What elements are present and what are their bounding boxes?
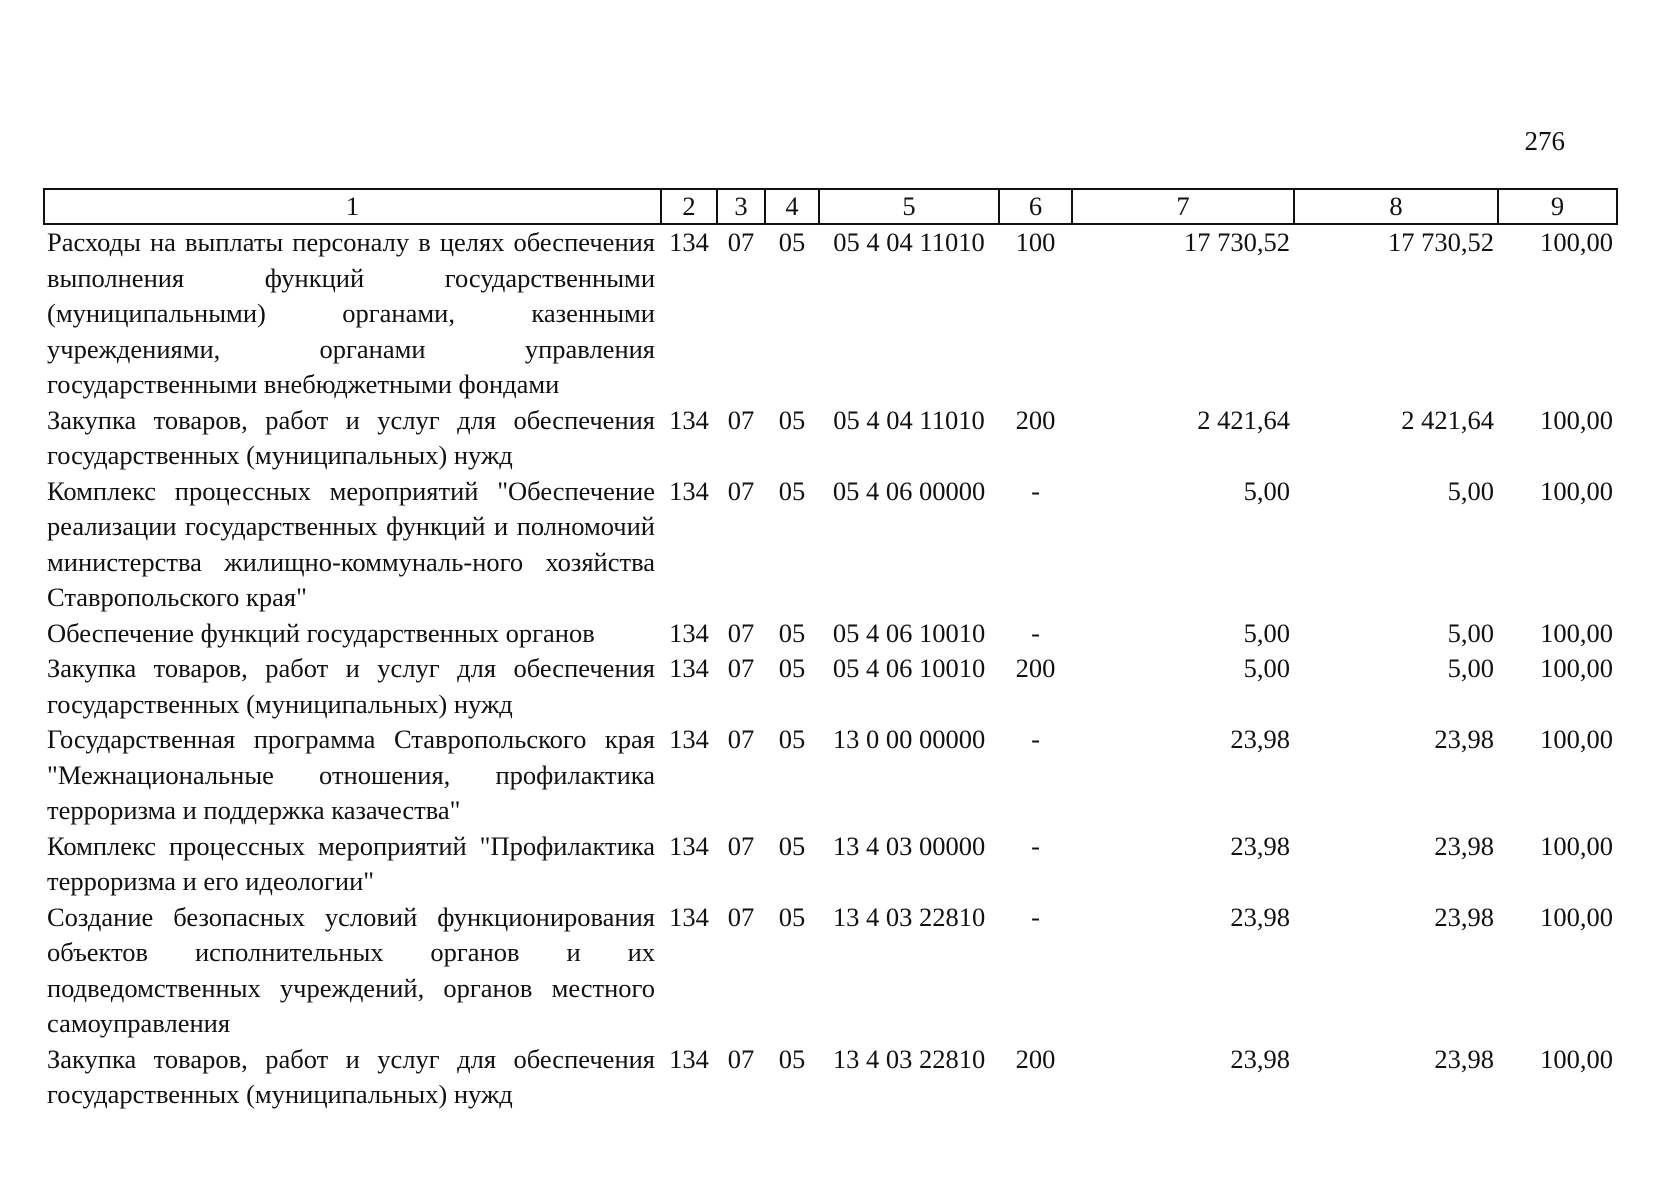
target-article-cell: 13 4 03 22810 [832, 901, 986, 932]
column-header: 8 [1294, 189, 1498, 224]
percent-cell: 100,00 [1540, 653, 1613, 683]
table-row [44, 651, 1617, 722]
table-row [44, 1042, 1617, 1113]
amount-cell: 5,00 [1243, 653, 1290, 683]
expense-type-cell: 200 [1015, 404, 1056, 435]
section-code-cell: 07 [727, 830, 755, 861]
expense-name-cell: Закупка товаров, работ и услуг для обеспечения государственных (муниципальных) нужд [47, 1043, 655, 1109]
page-number: 276 [1524, 126, 1565, 156]
table-row [44, 224, 1617, 403]
ministry-code-cell: 134 [669, 653, 709, 683]
percent-cell: 100,00 [1540, 901, 1613, 932]
expense-type-cell: 200 [1015, 653, 1056, 683]
expense-name-cell: Закупка товаров, работ и услуг для обеспечения государственных (муниципальных) нужд [47, 653, 655, 719]
ministry-code-cell: 134 [669, 901, 709, 932]
target-article-cell: 05 4 04 11010 [833, 404, 985, 435]
expense-name-cell: Закупка товаров, работ и услуг для обеспечения государственных (муниципальных) нужд [47, 404, 655, 470]
percent-cell: 100,00 [1540, 617, 1613, 648]
expense-type-cell: - [1031, 617, 1040, 648]
expense-type-cell: - [1031, 901, 1040, 932]
subsection-code-cell: 05 [778, 617, 806, 648]
expense-name-cell: Комплекс процессных мероприятий "Профилактика терроризма и его идеологии" [47, 830, 655, 896]
section-code-cell: 07 [727, 901, 755, 932]
amount-cell: 5,00 [1243, 475, 1290, 506]
ministry-code-cell: 134 [669, 227, 709, 257]
expense-name-cell: Создание безопасных условий функционирования объектов исполнительных органов и их подведомственных учреждений, органов местного самоуправления [47, 901, 655, 1038]
ministry-code-cell: 134 [669, 1043, 709, 1074]
section-code-cell: 07 [727, 475, 755, 506]
table-row [44, 900, 1617, 1042]
amount-cell: 5,00 [1447, 475, 1494, 506]
ministry-code-cell: 134 [669, 404, 709, 435]
amount-cell: 2 421,64 [1197, 404, 1290, 435]
amount-cell: 17 730,52 [1184, 227, 1290, 257]
column-header: 5 [819, 189, 999, 224]
column-header: 3 [717, 189, 765, 224]
section-code-cell: 07 [727, 653, 755, 683]
section-code-cell: 07 [727, 227, 755, 257]
subsection-code-cell: 05 [778, 404, 806, 435]
column-header: 7 [1072, 189, 1294, 224]
column-header: 6 [999, 189, 1072, 224]
percent-cell: 100,00 [1540, 475, 1613, 506]
target-article-cell: 13 4 03 22810 [832, 1043, 986, 1074]
target-article-cell: 05 4 06 00000 [832, 475, 986, 506]
amount-cell: 23,98 [1434, 901, 1494, 932]
amount-cell: 23,98 [1230, 901, 1290, 932]
amount-cell: 23,98 [1230, 724, 1290, 754]
column-header: 1 [44, 189, 661, 224]
table-row [44, 616, 1617, 652]
table-row [44, 474, 1617, 616]
section-code-cell: 07 [727, 1043, 755, 1074]
percent-cell: 100,00 [1540, 830, 1613, 861]
table-row [44, 403, 1617, 474]
amount-cell: 23,98 [1434, 830, 1494, 861]
table-row [44, 829, 1617, 900]
amount-cell: 17 730,52 [1388, 227, 1494, 257]
subsection-code-cell: 05 [778, 653, 806, 683]
table-body [44, 224, 1617, 1113]
subsection-code-cell: 05 [778, 901, 806, 932]
amount-cell: 23,98 [1230, 1043, 1290, 1074]
percent-cell: 100,00 [1540, 1043, 1613, 1074]
amount-cell: 23,98 [1434, 1043, 1494, 1074]
expense-type-cell: - [1031, 830, 1040, 861]
expense-type-cell: - [1031, 724, 1040, 754]
percent-cell: 100,00 [1540, 227, 1613, 257]
ministry-code-cell: 134 [669, 475, 709, 506]
expense-name-cell: Государственная программа Ставропольского края "Межнациональные отношения, профилактика терроризма и поддержка казачества" [47, 724, 655, 825]
subsection-code-cell: 05 [778, 227, 806, 257]
expense-type-cell: - [1031, 475, 1040, 506]
subsection-code-cell: 05 [778, 724, 806, 754]
amount-cell: 23,98 [1434, 724, 1494, 754]
header-row [44, 189, 1617, 224]
ministry-code-cell: 134 [669, 617, 709, 648]
target-article-cell: 05 4 06 10010 [832, 653, 986, 683]
percent-cell: 100,00 [1540, 724, 1613, 754]
expense-name-cell: Комплекс процессных мероприятий "Обеспечение реализации государственных функций и полномочий министерства жилищно-коммуналь-ного хозяйства Ставропольского края" [47, 475, 655, 612]
amount-cell: 23,98 [1230, 830, 1290, 861]
section-code-cell: 07 [727, 724, 755, 754]
section-code-cell: 07 [727, 617, 755, 648]
target-article-cell: 13 4 03 00000 [832, 830, 986, 861]
table-row [44, 722, 1617, 829]
expense-name-cell: Обеспечение функций государственных органов [47, 617, 595, 648]
column-header: 4 [765, 189, 819, 224]
target-article-cell: 13 0 00 00000 [832, 724, 986, 754]
amount-cell: 5,00 [1447, 653, 1494, 683]
amount-cell: 2 421,64 [1401, 404, 1494, 435]
expense-name-cell: Расходы на выплаты персоналу в целях обеспечения выполнения функций государственными (муниципальными) органами, казенными учреждениями, органами управления государственными внебюджетными фондами [47, 227, 655, 399]
subsection-code-cell: 05 [778, 1043, 806, 1074]
ministry-code-cell: 134 [669, 830, 709, 861]
section-code-cell: 07 [727, 404, 755, 435]
subsection-code-cell: 05 [778, 475, 806, 506]
subsection-code-cell: 05 [778, 830, 806, 861]
expense-type-cell: 100 [1015, 227, 1056, 257]
target-article-cell: 05 4 06 10010 [832, 617, 986, 648]
expense-type-cell: 200 [1015, 1043, 1056, 1074]
budget-table [43, 188, 1618, 1113]
column-header: 2 [661, 189, 717, 224]
percent-cell: 100,00 [1540, 404, 1613, 435]
ministry-code-cell: 134 [669, 724, 709, 754]
amount-cell: 5,00 [1243, 617, 1290, 648]
column-header: 9 [1498, 189, 1617, 224]
target-article-cell: 05 4 04 11010 [833, 227, 985, 257]
amount-cell: 5,00 [1447, 617, 1494, 648]
